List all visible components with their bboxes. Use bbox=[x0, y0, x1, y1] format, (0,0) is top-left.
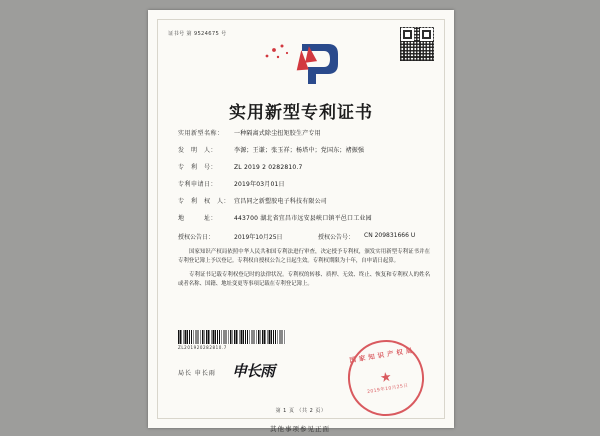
seal-star-icon: ★ bbox=[379, 369, 393, 387]
field-value-patentee: 宜昌同之新塑胶电子科技有限公司 bbox=[234, 198, 328, 205]
field-row bbox=[178, 198, 430, 206]
certificate-fields bbox=[178, 130, 430, 251]
field-value-publication-number: CN 209831666 U bbox=[364, 232, 416, 239]
seal-date: 2019年10月25日 bbox=[366, 383, 409, 396]
field-value-grant-date: 2019年10月25日 bbox=[234, 234, 283, 241]
field-value-patent-number: ZL 2019 2 0282810.7 bbox=[234, 164, 303, 171]
field-value-application-date: 2019年03月01日 bbox=[234, 181, 285, 188]
field-value-inventors: 李源；王谦；张玉祥；杨塔中；党国东；褚振强 bbox=[234, 147, 365, 154]
field-label-grant-date: 授权公告日： bbox=[178, 234, 215, 241]
barcode-text: ZL201920282810.7 bbox=[178, 345, 227, 350]
signature-handwriting: 申长雨 bbox=[232, 362, 275, 380]
patent-certificate-sheet bbox=[148, 10, 454, 428]
barcode-icon bbox=[178, 330, 286, 344]
field-row bbox=[178, 164, 430, 172]
field-label-application-date: 专利申请日： bbox=[178, 181, 218, 188]
field-label-address: 地 址： bbox=[178, 215, 218, 222]
signature-label: 局长 申长雨 bbox=[178, 370, 216, 377]
field-value-utility-model-name: 一种隔离式除尘扭矩胶生产专用 bbox=[234, 130, 321, 137]
legal-paragraph-2: 专利证书记载专利权登记时的法律状况。专利权的转移、质押、无效、终止、恢复和专利权人的姓名或者名称、国籍、地址变更等事项记载在专利登记簿上。 bbox=[178, 272, 430, 287]
field-row bbox=[178, 181, 430, 189]
field-label-inventors: 发 明 人： bbox=[178, 147, 218, 154]
page-footer: 第 1 页 （共 2 页） bbox=[275, 408, 327, 414]
field-label-patentee: 专 利 权 人： bbox=[178, 198, 231, 205]
field-row bbox=[178, 215, 430, 223]
field-label-publication-number: 授权公告号： bbox=[318, 234, 355, 241]
field-label-utility-model-name: 实用新型名称： bbox=[178, 130, 224, 137]
certificate-number: 证书号 第 9524675 号 bbox=[168, 31, 227, 37]
bottom-caption: 其他事项参见正面 bbox=[270, 425, 330, 433]
field-row bbox=[178, 130, 430, 138]
legal-text bbox=[178, 248, 430, 295]
field-row bbox=[178, 147, 430, 155]
field-label-patent-number: 专 利 号： bbox=[178, 164, 218, 171]
seal-text-top: 国家知识产权局 bbox=[348, 346, 416, 365]
signature-block bbox=[178, 358, 328, 380]
field-value-address: 443700 湖北省宜昌市远安县峡口镇平邑口工业园 bbox=[234, 215, 372, 222]
qr-code-icon bbox=[400, 27, 434, 61]
grant-row bbox=[178, 232, 430, 241]
page-title: 实用新型专利证书 bbox=[229, 103, 373, 123]
patent-emblem-icon bbox=[258, 40, 344, 88]
legal-paragraph-1: 国家知识产权局依照中华人民共和国专利法进行审查，决定授予专利权，颁发实用新型专利证书并在专利登记簿上予以登记。专利权自授权公告之日起生效。专利权期限为十年，自申请日起算。 bbox=[178, 249, 430, 264]
